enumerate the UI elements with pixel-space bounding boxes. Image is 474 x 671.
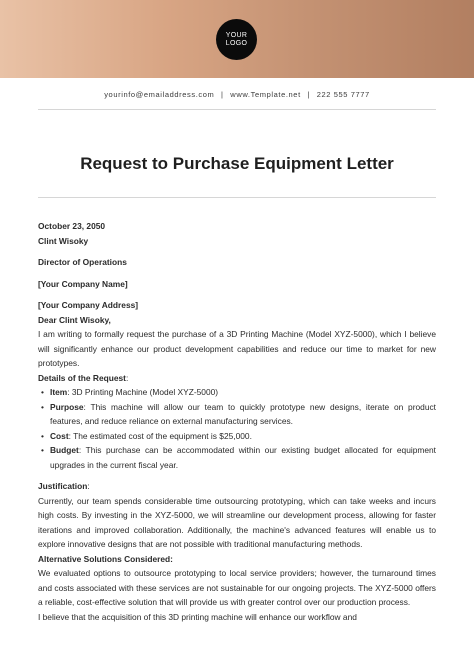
letter-body xyxy=(38,219,436,624)
detail-label: Cost xyxy=(50,430,69,441)
list-item xyxy=(50,443,436,472)
detail-label: Purpose xyxy=(50,401,84,412)
alternatives-paragraph: We evaluated options to outsource prototyping to local service providers; however, the turnaround times and costs associated with these services are not sustainable for our ongoing projects. The XYZ-5000 offers a reliable, cost-effective solution that will provide us with greater control over our production process. xyxy=(38,568,436,607)
detail-label: Budget xyxy=(50,445,79,455)
company-address: [Your Company Address] xyxy=(38,300,139,310)
company-name: [Your Company Name] xyxy=(38,278,128,289)
logo-line-1: YOUR xyxy=(225,31,248,39)
detail-label: Item xyxy=(50,387,68,397)
details-heading: Details of the Request xyxy=(38,372,126,383)
details-heading-line xyxy=(38,371,436,386)
contact-email: yourinfo@emailaddress.com xyxy=(104,90,215,99)
header-divider xyxy=(38,109,436,110)
list-item xyxy=(50,385,436,400)
contact-website: www.Template.net xyxy=(230,90,301,99)
contact-phone: 222 555 7777 xyxy=(316,90,370,99)
recipient-name: Clint Wisoky xyxy=(38,235,89,246)
list-item xyxy=(50,400,436,429)
list-item xyxy=(50,429,436,444)
closing-paragraph: I believe that the acquisition of this 3D printing machine will enhance our workflow and xyxy=(38,611,357,622)
intro-paragraph: I am writing to formally request the purchase of a 3D Printing Machine (Model XYZ-5000), which I believe will significantly enhance our product development capabilities and reduce our time to market for new prototypes. xyxy=(38,329,436,368)
justification-heading-line xyxy=(38,479,436,494)
letter-date: October 23, 2050 xyxy=(38,221,106,231)
contact-line xyxy=(0,90,474,99)
logo-line-2: LOGO xyxy=(225,39,248,47)
detail-text: : This machine will allow our team to quickly prototype new designs, iterate on product features, and reduce reliance on external manufacturing services. xyxy=(50,401,436,426)
details-heading-colon: : xyxy=(125,372,129,383)
page-title: Request to Purchase Equipment Letter xyxy=(80,154,394,173)
justification-heading: Justification xyxy=(38,481,88,491)
alternatives-heading: Alternative Solutions Considered: xyxy=(38,553,173,564)
title-divider xyxy=(38,197,436,198)
contact-separator: | xyxy=(221,90,224,99)
company-logo xyxy=(216,19,257,60)
detail-text: : 3D Printing Machine (Model XYZ-5000) xyxy=(67,387,219,397)
recipient-title: Director of Operations xyxy=(38,257,127,267)
detail-text: : The estimated cost of the equipment is $25,000. xyxy=(68,430,252,441)
justification-paragraph: Currently, our team spends considerable time outsourcing prototyping, which can take weeks and incurs high costs. By investing in the XYZ-5000, we will streamline our development process, allowing for faster iterations and improved collaboration. Additionally, the machine's advanced features will enable us to explore innovative designs that are not possible with traditional manufacturing methods. xyxy=(38,495,436,549)
salutation: Dear Clint Wisoky, xyxy=(38,314,111,325)
details-list xyxy=(38,385,436,472)
contact-separator: | xyxy=(307,90,311,99)
detail-text: : This purchase can be accommodated within our existing budget allocated for equipment upgrades in the current fiscal year. xyxy=(50,445,436,470)
justification-heading-colon: : xyxy=(87,481,90,491)
